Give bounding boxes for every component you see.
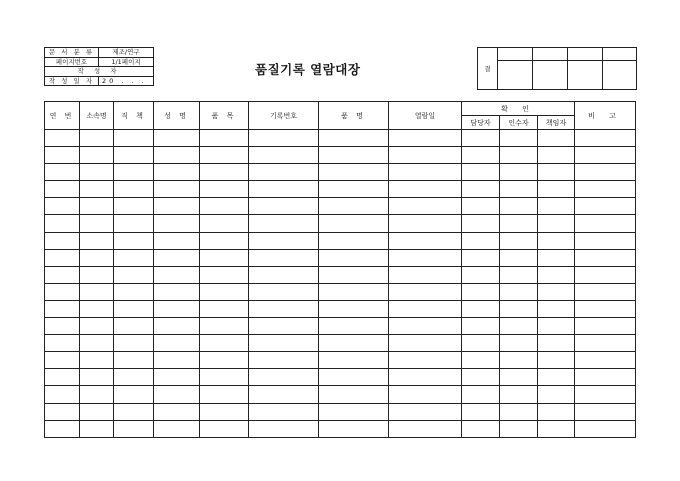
page-title: 품질기록 열람대장 [255,62,361,77]
table-cell[interactable] [319,164,389,181]
log-table-body [45,130,636,438]
table-cell[interactable] [154,386,200,403]
table-cell[interactable] [80,403,114,420]
table-cell[interactable] [500,283,538,300]
table-cell[interactable] [114,403,154,420]
approval-signature-cell[interactable] [533,61,568,90]
table-row [45,352,636,369]
table-cell[interactable] [45,420,80,437]
table-cell[interactable] [114,300,154,317]
table-cell[interactable] [154,369,200,386]
table-cell[interactable] [500,335,538,352]
table-cell[interactable] [500,300,538,317]
table-cell[interactable] [538,198,575,215]
table-row [45,369,636,386]
header-item: 품 목 [200,102,249,130]
table-cell[interactable] [389,369,462,386]
table-cell[interactable] [319,369,389,386]
table-cell[interactable] [500,232,538,249]
table-cell[interactable] [114,164,154,181]
table-cell[interactable] [575,232,636,249]
table-cell[interactable] [462,181,500,198]
table-cell[interactable] [154,232,200,249]
approval-signature-cell[interactable] [498,48,533,61]
table-cell[interactable] [538,318,575,335]
table-cell[interactable] [389,420,462,437]
table-row [45,300,636,317]
table-cell[interactable] [114,215,154,232]
table-cell[interactable] [249,420,319,437]
table-cell[interactable] [389,318,462,335]
table-cell[interactable] [114,420,154,437]
table-cell[interactable] [575,249,636,266]
table-cell[interactable] [500,318,538,335]
table-cell[interactable] [249,232,319,249]
table-cell[interactable] [114,318,154,335]
table-cell[interactable] [575,164,636,181]
table-cell[interactable] [200,198,249,215]
table-cell[interactable] [575,130,636,147]
table-cell[interactable] [389,335,462,352]
table-row [45,130,636,147]
table-cell[interactable] [575,181,636,198]
approval-signature-cell[interactable] [603,61,637,90]
table-cell[interactable] [80,386,114,403]
table-cell[interactable] [200,164,249,181]
table-row [45,318,636,335]
table-cell[interactable] [114,386,154,403]
table-cell[interactable] [319,403,389,420]
table-cell[interactable] [575,403,636,420]
table-cell[interactable] [319,335,389,352]
table-cell[interactable] [500,198,538,215]
table-cell[interactable] [462,232,500,249]
approval-signature-cell[interactable] [603,48,637,61]
table-cell[interactable] [319,318,389,335]
table-cell[interactable] [538,181,575,198]
table-cell[interactable] [80,215,114,232]
header-product: 품 명 [319,102,389,130]
table-cell[interactable] [538,130,575,147]
table-cell[interactable] [80,335,114,352]
table-cell[interactable] [575,352,636,369]
table-cell[interactable] [114,335,154,352]
table-cell[interactable] [538,266,575,283]
table-cell[interactable] [45,215,80,232]
table-cell[interactable] [200,215,249,232]
table-cell[interactable] [500,420,538,437]
table-cell[interactable] [154,130,200,147]
table-cell[interactable] [319,198,389,215]
table-cell[interactable] [154,352,200,369]
table-cell[interactable] [538,352,575,369]
author-label: 작 성 자 [45,67,154,77]
table-cell[interactable] [200,335,249,352]
header-department: 소속명 [80,102,114,130]
table-cell[interactable] [45,369,80,386]
table-cell[interactable] [538,300,575,317]
table-cell[interactable] [154,164,200,181]
table-cell[interactable] [200,386,249,403]
table-cell[interactable] [575,369,636,386]
table-row [45,420,636,437]
table-cell[interactable] [538,283,575,300]
table-cell[interactable] [80,164,114,181]
table-cell[interactable] [45,232,80,249]
table-cell[interactable] [80,369,114,386]
table-cell[interactable] [114,369,154,386]
table-cell[interactable] [80,198,114,215]
table-cell[interactable] [462,164,500,181]
table-cell[interactable] [249,215,319,232]
table-cell[interactable] [80,130,114,147]
table-cell[interactable] [389,266,462,283]
doc-category-label: 문 서 분 류 [45,48,99,58]
table-cell[interactable] [319,300,389,317]
table-cell[interactable] [462,249,500,266]
table-row [45,386,636,403]
header-manager: 책임자 [538,116,575,130]
table-cell[interactable] [45,164,80,181]
header-name: 성 명 [154,102,200,130]
table-cell[interactable] [538,369,575,386]
approval-signature-cell[interactable] [568,61,603,90]
table-cell[interactable] [500,352,538,369]
table-cell[interactable] [154,198,200,215]
table-cell[interactable] [80,249,114,266]
table-cell[interactable] [200,403,249,420]
table-cell[interactable] [575,335,636,352]
table-cell[interactable] [200,420,249,437]
table-row [45,215,636,232]
table-cell[interactable] [154,266,200,283]
inspection-log-table [44,101,636,438]
table-cell[interactable] [538,232,575,249]
table-cell[interactable] [389,386,462,403]
table-cell[interactable] [249,403,319,420]
table-cell[interactable] [389,130,462,147]
table-cell[interactable] [249,283,319,300]
header-serial: 연 번 [45,102,80,130]
table-cell[interactable] [575,283,636,300]
table-cell[interactable] [114,147,154,164]
table-cell[interactable] [462,403,500,420]
table-cell[interactable] [154,249,200,266]
table-cell[interactable] [45,130,80,147]
table-cell[interactable] [114,249,154,266]
table-cell[interactable] [249,352,319,369]
table-cell[interactable] [45,386,80,403]
table-cell[interactable] [462,215,500,232]
table-cell[interactable] [154,181,200,198]
table-row [45,283,636,300]
table-cell[interactable] [249,147,319,164]
table-cell[interactable] [319,215,389,232]
table-cell[interactable] [389,300,462,317]
table-cell[interactable] [45,318,80,335]
table-cell[interactable] [462,420,500,437]
header-record-number: 기록번호 [249,102,319,130]
table-cell[interactable] [200,181,249,198]
table-cell[interactable] [80,232,114,249]
table-cell[interactable] [80,266,114,283]
table-cell[interactable] [45,335,80,352]
table-cell[interactable] [45,283,80,300]
table-cell[interactable] [45,198,80,215]
table-cell[interactable] [389,352,462,369]
table-cell[interactable] [319,232,389,249]
table-cell[interactable] [45,181,80,198]
table-cell[interactable] [249,266,319,283]
table-row [45,335,636,352]
table-cell[interactable] [500,147,538,164]
table-cell[interactable] [500,386,538,403]
table-cell[interactable] [80,420,114,437]
table-row [45,266,636,283]
table-cell[interactable] [462,335,500,352]
header-remarks: 비 고 [575,102,636,130]
table-cell[interactable] [500,403,538,420]
table-cell[interactable] [500,164,538,181]
table-cell[interactable] [249,198,319,215]
table-cell[interactable] [538,249,575,266]
table-cell[interactable] [80,181,114,198]
table-row [45,232,636,249]
table-cell[interactable] [462,352,500,369]
table-cell[interactable] [538,215,575,232]
table-cell[interactable] [462,130,500,147]
table-cell[interactable] [80,352,114,369]
table-cell[interactable] [249,249,319,266]
table-cell[interactable] [462,147,500,164]
table-cell[interactable] [154,403,200,420]
table-row [45,164,636,181]
table-cell[interactable] [45,249,80,266]
table-cell[interactable] [319,181,389,198]
table-row [45,181,636,198]
table-cell[interactable] [249,369,319,386]
table-cell[interactable] [80,283,114,300]
table-cell[interactable] [80,318,114,335]
table-cell[interactable] [462,318,500,335]
table-cell[interactable] [389,283,462,300]
table-cell[interactable] [114,266,154,283]
table-cell[interactable] [154,335,200,352]
header-confirm: 확 인 [462,102,575,116]
table-cell[interactable] [462,369,500,386]
header-view-date: 열람일 [389,102,462,130]
table-cell[interactable] [45,403,80,420]
table-cell[interactable] [575,420,636,437]
table-cell[interactable] [575,300,636,317]
table-cell[interactable] [500,130,538,147]
date-value: 20 . . . [99,76,154,86]
table-cell[interactable] [45,352,80,369]
table-cell[interactable] [389,198,462,215]
table-cell[interactable] [500,249,538,266]
table-cell[interactable] [538,147,575,164]
table-cell[interactable] [114,181,154,198]
table-cell[interactable] [154,215,200,232]
table-cell[interactable] [200,232,249,249]
table-cell[interactable] [319,249,389,266]
table-cell[interactable] [575,266,636,283]
table-cell[interactable] [389,164,462,181]
table-cell[interactable] [114,352,154,369]
table-cell[interactable] [500,266,538,283]
approval-signature-cell[interactable] [498,61,533,90]
table-cell[interactable] [462,198,500,215]
table-cell[interactable] [200,249,249,266]
table-cell[interactable] [538,420,575,437]
approval-signature-cell[interactable] [533,48,568,61]
table-cell[interactable] [249,130,319,147]
table-cell[interactable] [200,318,249,335]
doc-category-value: 제조/연구 [99,48,154,58]
table-cell[interactable] [389,181,462,198]
table-cell[interactable] [389,215,462,232]
table-cell[interactable] [319,386,389,403]
table-cell[interactable] [200,369,249,386]
page-number-value: 1/1페이지 [99,57,154,67]
table-cell[interactable] [500,215,538,232]
table-cell[interactable] [154,300,200,317]
table-cell[interactable] [249,386,319,403]
table-cell[interactable] [575,215,636,232]
table-cell[interactable] [200,283,249,300]
table-cell[interactable] [575,147,636,164]
table-cell[interactable] [389,147,462,164]
table-cell[interactable] [200,300,249,317]
table-cell[interactable] [319,352,389,369]
table-cell[interactable] [114,283,154,300]
table-cell[interactable] [249,318,319,335]
approval-signature-cell[interactable] [568,48,603,61]
header-receiver: 인수자 [500,116,538,130]
date-label: 작 성 일 자 [45,76,99,86]
table-cell[interactable] [538,403,575,420]
table-cell[interactable] [319,420,389,437]
table-cell[interactable] [319,283,389,300]
table-cell[interactable] [575,386,636,403]
table-cell[interactable] [538,386,575,403]
table-row [45,147,636,164]
table-cell[interactable] [538,335,575,352]
table-cell[interactable] [114,198,154,215]
table-row [45,249,636,266]
table-cell[interactable] [319,147,389,164]
table-cell[interactable] [45,147,80,164]
approval-box [477,47,637,90]
table-cell[interactable] [249,164,319,181]
table-cell[interactable] [319,130,389,147]
table-cell[interactable] [575,318,636,335]
table-cell[interactable] [114,232,154,249]
table-cell[interactable] [154,147,200,164]
table-cell[interactable] [389,403,462,420]
table-cell[interactable] [200,266,249,283]
table-cell[interactable] [389,232,462,249]
table-cell[interactable] [249,181,319,198]
page-number-label: 페이지번호 [45,57,99,67]
table-cell[interactable] [462,300,500,317]
table-row [45,403,636,420]
table-cell[interactable] [154,283,200,300]
table-cell[interactable] [154,420,200,437]
approval-label-top: 결 [478,48,498,90]
table-row [45,198,636,215]
table-cell[interactable] [500,369,538,386]
table-cell[interactable] [200,130,249,147]
table-cell[interactable] [80,147,114,164]
table-cell[interactable] [319,266,389,283]
header-position: 직 책 [114,102,154,130]
table-cell[interactable] [80,300,114,317]
table-cell[interactable] [462,386,500,403]
table-cell[interactable] [389,249,462,266]
table-cell[interactable] [462,266,500,283]
table-cell[interactable] [200,147,249,164]
table-cell[interactable] [114,130,154,147]
table-cell[interactable] [249,335,319,352]
table-cell[interactable] [500,181,538,198]
table-cell[interactable] [45,266,80,283]
table-cell[interactable] [200,352,249,369]
table-cell[interactable] [462,283,500,300]
table-cell[interactable] [575,198,636,215]
header-person-in-charge: 담당자 [462,116,500,130]
table-cell[interactable] [45,300,80,317]
table-cell[interactable] [154,318,200,335]
table-cell[interactable] [249,300,319,317]
table-cell[interactable] [538,164,575,181]
document-info-table [44,47,154,86]
